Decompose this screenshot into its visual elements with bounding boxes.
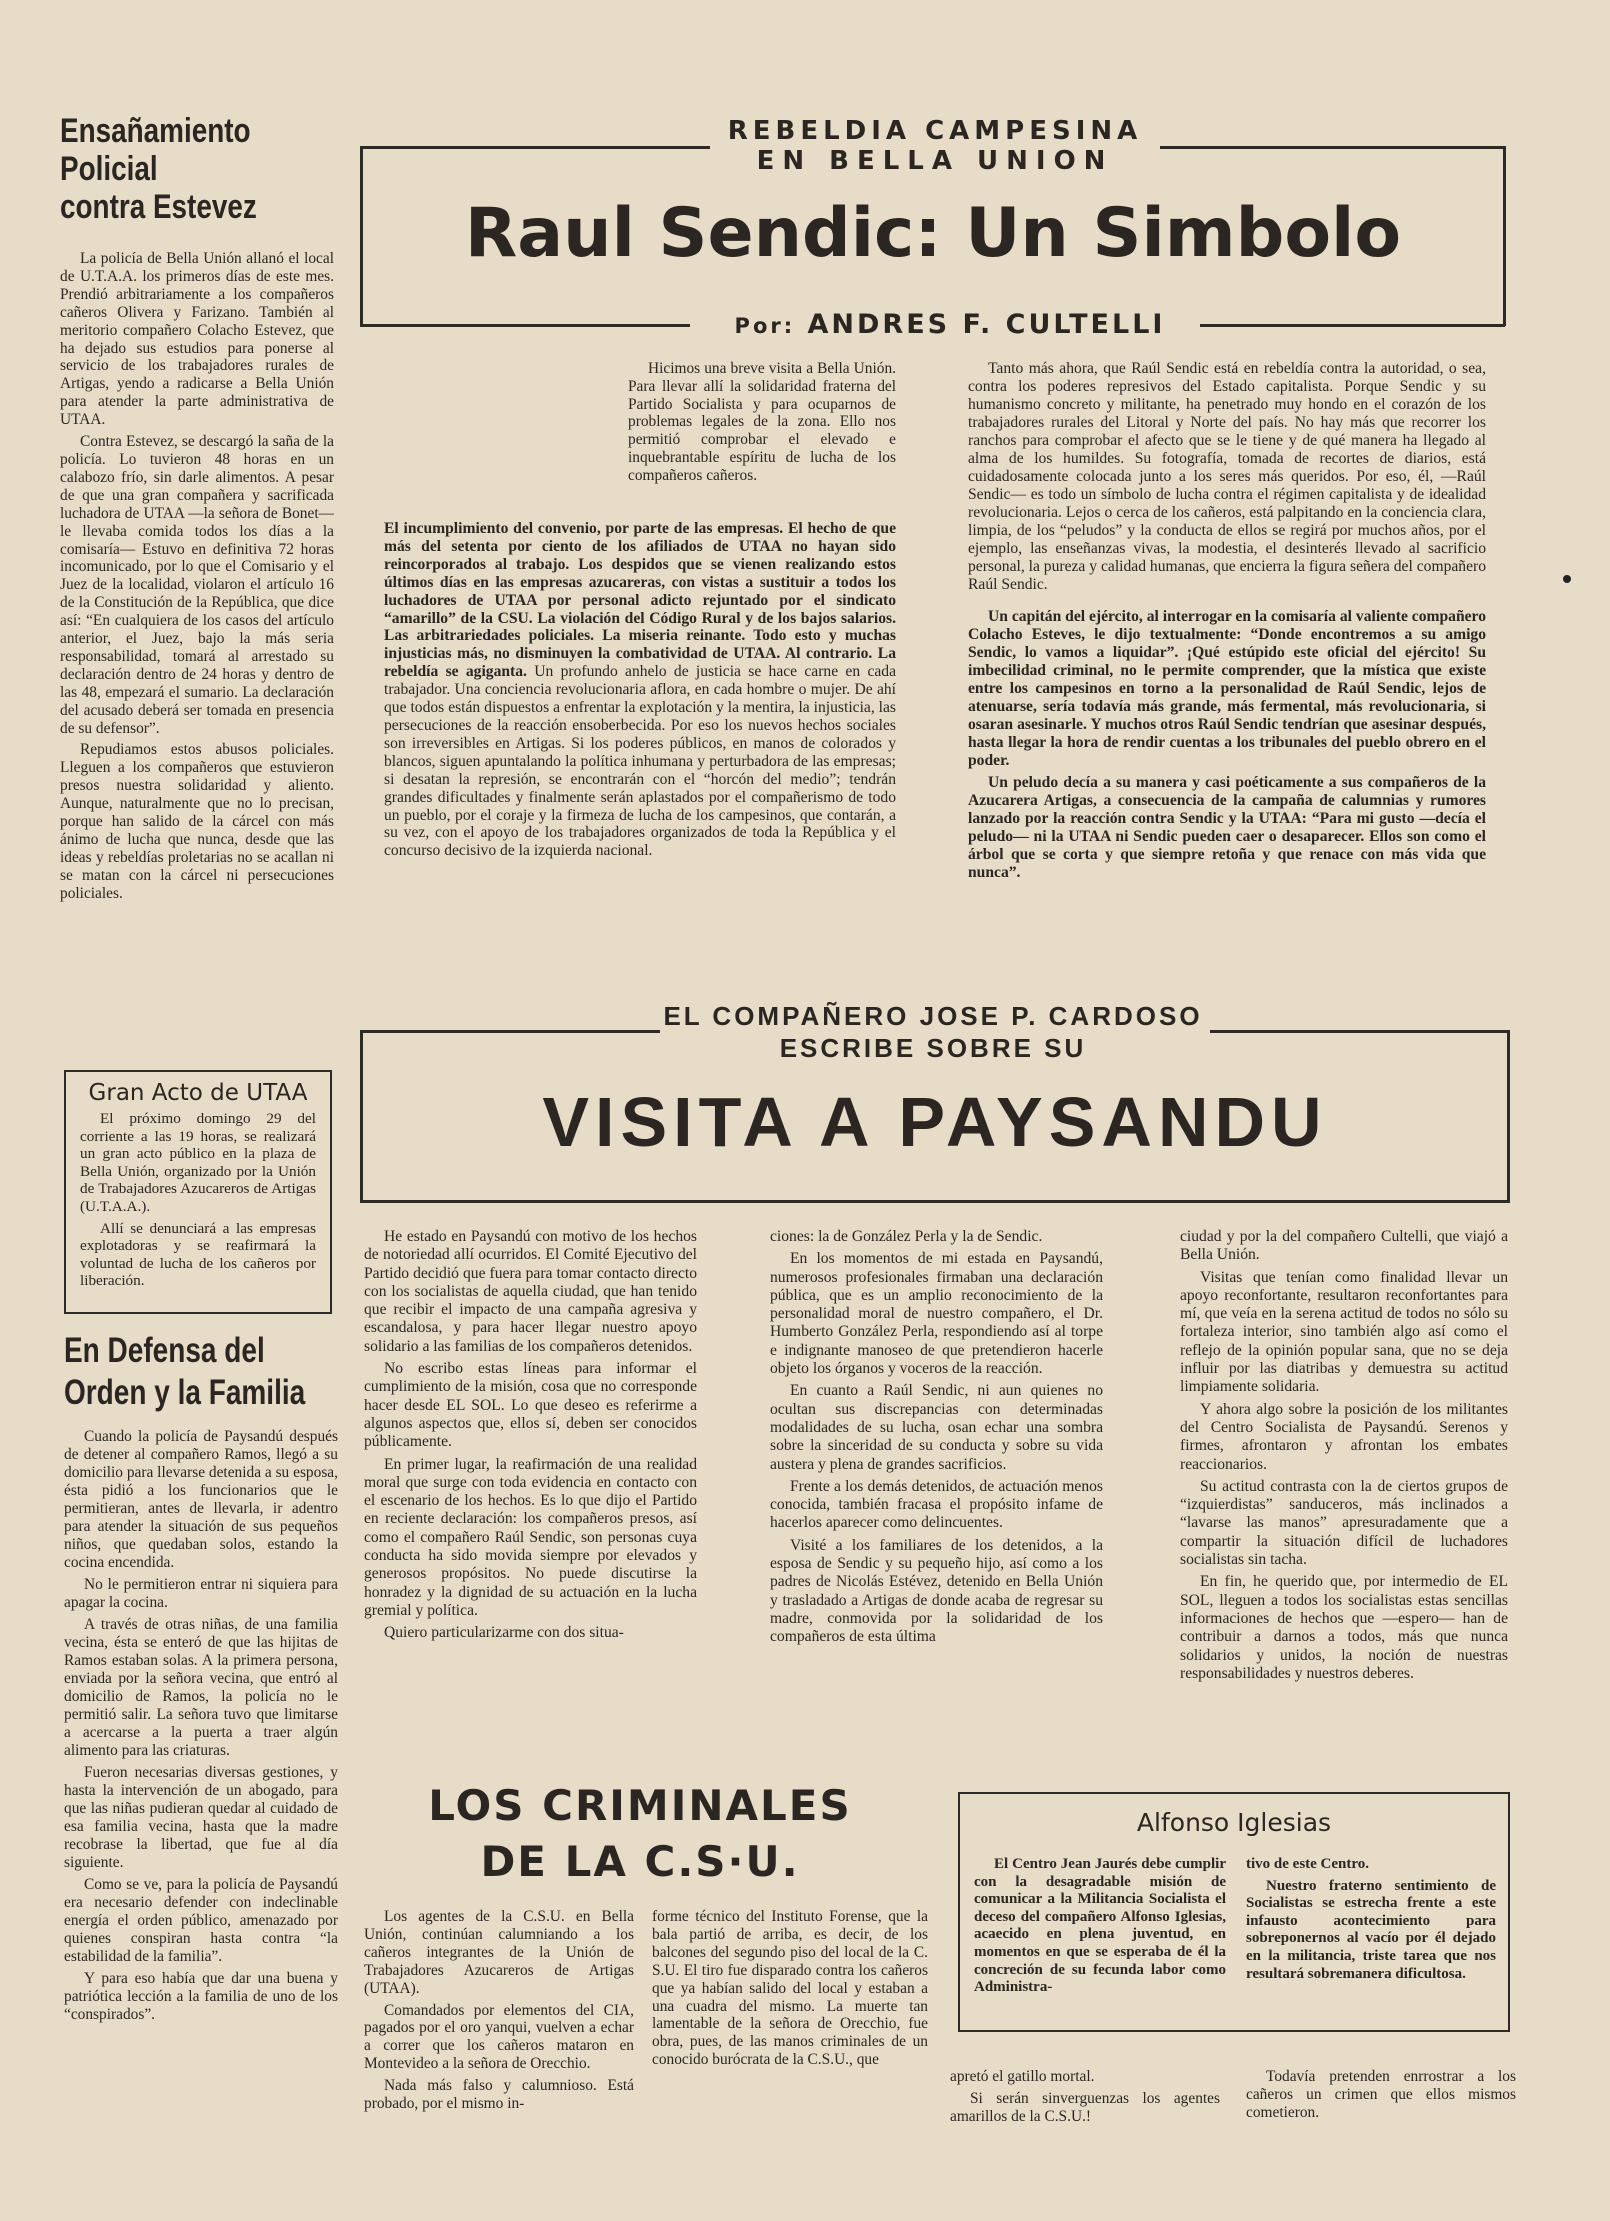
- paragraph: apretó el gatillo mortal.: [950, 2068, 1095, 2085]
- byline-prefix: Por:: [734, 314, 796, 338]
- paragraph: Y para eso había que dar una buena y patriótica lección a la familia de uno de los “conspirados”.: [64, 1970, 338, 2023]
- paysandu-frame-top-left: [360, 1030, 660, 1033]
- headline-defensa: [64, 1330, 336, 1414]
- alfonso-col1: [974, 1856, 1226, 2016]
- article-ensanamiento: [60, 112, 334, 226]
- paragraph: He estado en Paysandú con motivo de los hechos de notoriedad allí ocurridos. El Comité Ejecutivo del Partido decidió que fuera para tomar contacto directo con los socialistas de aquella ciudad, que han tenido que recibir el impacto de una campaña agresiva y escandalosa, y para hacer llegar nuestro apoyo solidario a las familias de los compañeros detenidos.: [364, 1228, 697, 1355]
- sendic-main: [384, 520, 896, 970]
- paragraph: Visité a los familiares de los detenidos, a la esposa de Sendic y su pequeño hijo, así como a los padres de Nicolás Estévez, detenido en Bella Unión y trasladado a Artigas de donde acaba de regresar su madre, conmovida por la solidaridad de los compañeros de esta última: [770, 1536, 1103, 1646]
- criminales-col2: [652, 1908, 928, 2128]
- paragraph: Los agentes de la C.S.U. en Bella Unión, continúan calumniando a los cañeros integrantes de la Unión de Trabajadores Azucareros de Artigas (UTAA).: [364, 1908, 634, 1997]
- paragraph: Visitas que tenían como finalidad llevar un apoyo reconfortante, resultaron reconfortantes para mí, que veía en la serena actitud de todos no sólo su fortaleza interior, sino también algo así como el reflejo de la opinión popular sana, que no se deja influir por las diatribas y demuestra su actitud limpiamente solidaria.: [1180, 1268, 1508, 1396]
- gran-acto-title: Gran Acto de UTAA: [88, 1080, 308, 1106]
- paragraph: Su actitud contrasta con la de ciertos grupos de “izquierdistas” sanduceros, más inclinados a “lavarse las manos” apresuradamente que a compartir la situación difícil de luchadores socialistas sin tacha.: [1180, 1477, 1508, 1569]
- headline-line: contra Estevez: [60, 188, 257, 226]
- margin-dot: [1563, 575, 1571, 583]
- paragraph: Nada más falso y calumnioso. Está probado, por el mismo in-: [364, 2077, 634, 2113]
- paysandu-col2: [770, 1228, 1103, 1748]
- paragraph: En cuanto a Raúl Sendic, ni aun quienes no ocultan sus discrepancias con determinadas modalidades de su lucha, osan echar una sombra sobre la sinceridad de su conducta y sobre su vida austera y plena de grandes sacrificios.: [770, 1382, 1103, 1473]
- headline-line: En Defensa del: [64, 1331, 265, 1370]
- defensa-body: [64, 1428, 338, 2140]
- paragraph: No escribo estas líneas para informar el cumplimiento de la misión, cosa que no corresponde hacer desde EL SOL. Lo que deseo es referirme a algunos aspectos que, ellos sí, deben ser conocidos públicamente.: [364, 1360, 697, 1451]
- kicker-line: EN BELLA UNION: [756, 146, 1114, 176]
- sendic-right: [968, 360, 1486, 970]
- paragraph: El Centro Jean Jaurés debe cumplir con la desagradable misión de comunicar a la Militancia Socialista el deceso del compañero Alfonso Iglesias, acaecido en plena juventud, en momentos en que se esperaba de él la concreción de su fecunda labor como Administra-: [974, 1856, 1226, 1996]
- headline-line: LOS CRIMINALES: [428, 1781, 852, 1830]
- headline-line: Ensañamiento: [60, 112, 251, 150]
- gran-acto-box: [64, 1070, 332, 1314]
- paragraph: El próximo domingo 29 del corriente a las 19 horas, se realizará un gran acto público en la plaza de Bella Unión, organizado por la Unión de Trabajadores Azucareros de Artigas (U.T.A.A.).: [80, 1110, 316, 1215]
- paragraph: Hicimos una breve visita a Bella Unión. Para llevar allí la solidaridad fraterna del Partido Socialista y para ocuparnos de problemas legales de la zona. Ello nos permitió comprobar el elevado e inquebrantable espíritu de lucha de los compañeros cañeros.: [628, 360, 896, 484]
- headline-line: Orden y la Familia: [64, 1373, 306, 1412]
- paragraph: En fin, he querido que, por intermedio de EL SOL, lleguen a todos los socialistas estas sencillas informaciones de hechos que —espero— han de contribuir a darnos a todos, más que nunca solidarios y unidos, la noción de nuestras responsabilidades y nuestros deberes.: [1180, 1573, 1508, 1682]
- criminales-col1: [364, 1908, 634, 2128]
- paragraph: forme técnico del Instituto Forense, que la bala partió de arriba, es decir, de los balcones del segundo piso del local de la C. S.U. El tiro fue disparado contra los cañeros que ya habían salido del local y estaban a una cuadra del mismo. La muerte tan lamentable de la señora de Orecchio, fue obra, pues, de las manos criminales de un conocido burócrata de la C.S.U., que: [652, 1908, 928, 2069]
- paragraph: tivo de este Centro.: [1246, 1856, 1370, 1872]
- paragraph: En primer lugar, la reafirmación de una realidad moral que surge con toda evidencia en contacto con el escenario de los hechos. Es lo que dijo el Partido en reciente declaración: los compañeros presos, así como el compañero Raúl Sendic, son personas cuya conducta ha sido movida siempre por elevados y generosos propósitos. No puede discutirse la honradez y la dignidad de su actuación en la lucha gremial y política.: [364, 1455, 697, 1619]
- alfonso-col2: [1246, 1856, 1496, 2016]
- paragraph: Contra Estevez, se descargó la saña de la policía. Lo tuvieron 48 horas en un calabozo frío, sin darle alimentos. A pesar de que una gran compañera y sacrificada luchadora de UTAA —la señora de Bonet— le llevaba comida todos los días a la comisaría— Estuvo en definitiva 72 horas incomunicado, por lo que el Comisario y el Juez de la localidad, violaron el artículo 16 de la Constitución de la República, que dice así: “En cualquiera de los casos del artículo anterior, el Juez, bajo la más seria responsabilidad, tomará al arrestado su declaración dentro de 24 horas y dentro de las 48, empezará el sumario. La declaración del acusado deberá ser tomada en presencia de su defensor”.: [60, 433, 334, 737]
- headline-line: Policial: [60, 150, 158, 188]
- criminales-col3: [950, 2068, 1220, 2128]
- kicker-line: EL COMPAÑERO JOSE P. CARDOSO: [663, 1001, 1203, 1031]
- paysandu-col3: [1180, 1228, 1508, 1748]
- kicker-line: REBELDIA CAMPESINA: [727, 116, 1143, 146]
- sendic-frame-bottom-left: [360, 324, 690, 327]
- paysandu-frame-bottom: [360, 1200, 1510, 1203]
- paragraph-bold: El incumplimiento del convenio, por parte de las empresas. El hecho de que más del setenta por ciento de los afiliados de UTAA no hayan sido reincorporados al trabajo. Los despidos que se vienen realizando estos últimos días en las empresas azucareras, con vistas a sustituir a todos los luchadores de UTAA por personal adicto rejuntado por el sindicato “amarillo” de la CSU. La violación del Código Rural y de los bajos salarios. Las arbitrariedades policiales. La miseria reinante. Todo esto y muchas injusticias más, no disminuyen la combatividad de UTAA. Al contrario. La rebeldía se agiganta.: [384, 520, 896, 681]
- sendic-headline: Raul Sendic: Un Simbolo: [464, 194, 1402, 273]
- sendic-intro: [628, 360, 896, 510]
- paysandu-col1: [364, 1228, 697, 1748]
- paragraph: Tanto más ahora, que Raúl Sendic está en rebeldía contra la autoridad, o sea, contra los poderes represivos del Estado capitalista. Porque Sendic y su humanismo concreto y militante, ha penetrado muy hondo en el corazón de los trabajadores rurales del Litoral y Norte del país. No hay más que recorrer los ranchos para comprobar el afecto que se le tiene y de qué manera ha llegado al alma de los humildes. Su fotografía, tomada de recortes de diarios, está cuidadosamente colocada junto a los seres más queridos. Por eso, él, —Raúl Sendic— es todo un símbolo de lucha contra el régimen capitalista y de idealidad revolucionaria. Lejos o cerca de los cañeros, está palpitando en la conciencia clara, limpia, de los “peludos” y la conducta de ellos se regirá por muchos años, por el ejemplo, las enseñanzas vivas, la modestia, el desinterés llevado al sacrificio personal, la pureza y calidad humanas, que encierra la figura señera del compañero Raúl Sendic.: [968, 360, 1486, 593]
- paragraph: Frente a los demás detenidos, de actuación menos conocida, también fracasa el propósito infame de hacerlos aparecer como delincuentes.: [770, 1477, 1103, 1532]
- paragraph: Comandados por elementos del CIA, pagados por el oro yanqui, vuelven a echar a correr que los cañeros mataron en Montevideo a la señora de Orecchio.: [364, 2001, 634, 2073]
- ensanamiento-body: [60, 250, 334, 1050]
- paragraph: ciones: la de González Perla y la de Sendic.: [770, 1228, 1043, 1245]
- criminales-headline: [370, 1778, 910, 1890]
- sendic-frame-top-right: [1160, 146, 1505, 149]
- paragraph: Un profundo anhelo de justicia se hace carne en cada trabajador. Una conciencia revolucionaria aflora, en cada hombre o mujer. De ahí que todos están dispuestos a enfrentar la explotación y la mentira, la injusticia, las persecuciones de la reacción ensoberbecida. Por eso los nuevos hechos sociales son irreversibles en Artigas. Si los poderes públicos, en manos de colorados y blancos, siguen apuntalando la política inhumana y perturbadora de las empresas; si desatan la represión, se encontrarán con el “horcón del medio”; tendrán grandes dificultades y finalmente serán aplastados por el compañerismo de todo un pueblo, por el coraje y la firmeza de lucha de los campesinos, que contarán, a su vez, con el apoyo de los trabajadores organizados de toda la República y el concurso decisivo de la izquierda nacional.: [384, 663, 896, 860]
- paragraph: Fueron necesarias diversas gestiones, y hasta la intervención de un abogado, para que las niñas pudieran quedar al cuidado de esa familia vecina, hasta que la madre recobrase la libertad, que fue al día siguiente.: [64, 1764, 338, 1871]
- paragraph: Cuando la policía de Paysandú después de detener al compañero Ramos, llegó a su domicilio para llevarse detenida a su esposa, ésta pidió a los funcionarios que le permitieran, antes de llevarla, ir adentro para atender la situación de sus pequeños niños, que quedaban solos, estando la cocina encendida.: [64, 1428, 338, 1571]
- paragraph: A través de otras niñas, de una familia vecina, ésta se enteró de que las hijitas de Ramos estaban solas. A la primera persona, enviada por la señora vecina, que entró al domicilio de Ramos, la policía no le permitió salir. La señora tuvo que limitarse a acercarse a la puerta a traer algún alimento para las criaturas.: [64, 1616, 338, 1759]
- paragraph-bold: Un capitán del ejército, al interrogar en la comisaría al valiente compañero Colacho Esteves, le dijo textualmente: “Donde encontremos a su amigo Sendic, lo vamos a liquidar”. ¡Qué estúpido este oficial del ejército! Su imbecilidad criminal, no le permite comprender, que la mística que existe entre los campesinos en torno a la personalidad de Raúl Sendic, lejos de atenuarse, sería todavía más grande, más fermental, más revolucionaria, si osaran asesinarle. Y muchos otros Raúl Sendic tendrían que asesinar después, hasta llegar la hora de rendir cuentas a los tribunales del pueblo obrero en el poder.: [968, 608, 1486, 769]
- headline-ensanamiento: [60, 112, 334, 226]
- paragraph: En los momentos de mi estada en Paysandú, numerosos profesionales firmaban una declaración pública, que es un amplio reconocimiento de la personalidad moral de nuestro compañero, el Dr. Humberto González Perla, respondiendo así al torpe e indignante manoseo de que pretendieron hacerle objeto los órganos y voceros de la reacción.: [770, 1250, 1103, 1378]
- paysandu-frame-top-right: [1210, 1030, 1510, 1033]
- headline-line: DE LA C.S·U.: [480, 1837, 800, 1886]
- paragraph: Repudiamos estos abusos policiales. Lleguen a los compañeros que estuvieron presos nuestra solidaridad y aliento. Aunque, naturalmente que no lo precisan, porque han salido de la cárcel con más ánimo de lucha que nunca, desde que las ideas y rebeldías proletarias no se acallan ni se matan con la cárcel ni persecuciones policiales.: [60, 741, 334, 902]
- sendic-byline: [690, 308, 1210, 343]
- gran-acto-body: [80, 1110, 316, 1294]
- paragraph: Quiero particularizarme con dos situa-: [384, 1624, 624, 1642]
- paragraph: Si serán sinverguenzas los agentes amarillos de la C.S.U.!: [950, 2089, 1220, 2125]
- paragraph: Como se ve, para la policía de Paysandú era necesario defender con indeclinable energía el orden público, amenazado por quienes conspiran hasta contra “la estabilidad de la familia”.: [64, 1876, 338, 1965]
- alfonso-box: [958, 1792, 1510, 2032]
- criminales-col4: [1246, 2068, 1516, 2128]
- paragraph: Allí se denunciará a las empresas explotadoras y se reafirmará la voluntad de lucha de los cañeros por liberación.: [80, 1219, 316, 1290]
- paragraph: Nuestro fraterno sentimiento de Socialistas se estrecha frente a este infausto acontecimiento para sobreponernos al vacío por él dejado en la militancia, triste tarea que nos resultará sobremanera dificultosa.: [1246, 1877, 1496, 1982]
- kicker-line: ESCRIBE SOBRE SU: [779, 1033, 1087, 1063]
- paragraph: Todavía pretenden enrrostrar a los cañeros un crimen que ellos mismos cometieron.: [1246, 2068, 1516, 2121]
- paragraph: Y ahora algo sobre la posición de los militantes del Centro Socialista de Paysandú. Serenos y firmes, afrontaron y afrontan los embates reaccionarios.: [1180, 1400, 1508, 1473]
- paragraph: No le permitieron entrar ni siquiera para apagar la cocina.: [64, 1576, 338, 1611]
- paragraph: La policía de Bella Unión allanó el local de U.T.A.A. los primeros días de este mes. Prendió arbitrariamente a los compañeros cañeros Olivera y Farizano. También al meritorio compañero Colacho Estevez, que ha dejado sus estudios para ponerse al servicio de los trabajadores rurales de Artigas, yendo a radicarse a Bella Unión para atender la parte administrativa de UTAA.: [60, 250, 334, 429]
- paragraph-bold: Un peludo decía a su manera y casi poéticamente a sus compañeros de la Azucarera Artigas, a consecuencia de la campaña de calumnias y rumores lanzado por la reacción contra Sendic y la UTAA: “Para mi gusto —decía el peludo— ni la UTAA ni Sendic pueden caer o desaparecer. Ellos son como el árbol que se corta y que siempre retoña y que renace con más vida que nunca”.: [968, 774, 1486, 881]
- byline-name: ANDRES F. CULTELLI: [807, 309, 1166, 340]
- paysandu-headline: VISITA A PAYSANDU: [542, 1083, 1328, 1161]
- sendic-frame-top-left: [360, 146, 710, 149]
- sendic-frame-bottom-right: [1200, 324, 1505, 327]
- paragraph: ciudad y por la del compañero Cultelli, que viajó a Bella Unión.: [1180, 1228, 1508, 1264]
- alfonso-title: Alfonso Iglesias: [1136, 1808, 1332, 1837]
